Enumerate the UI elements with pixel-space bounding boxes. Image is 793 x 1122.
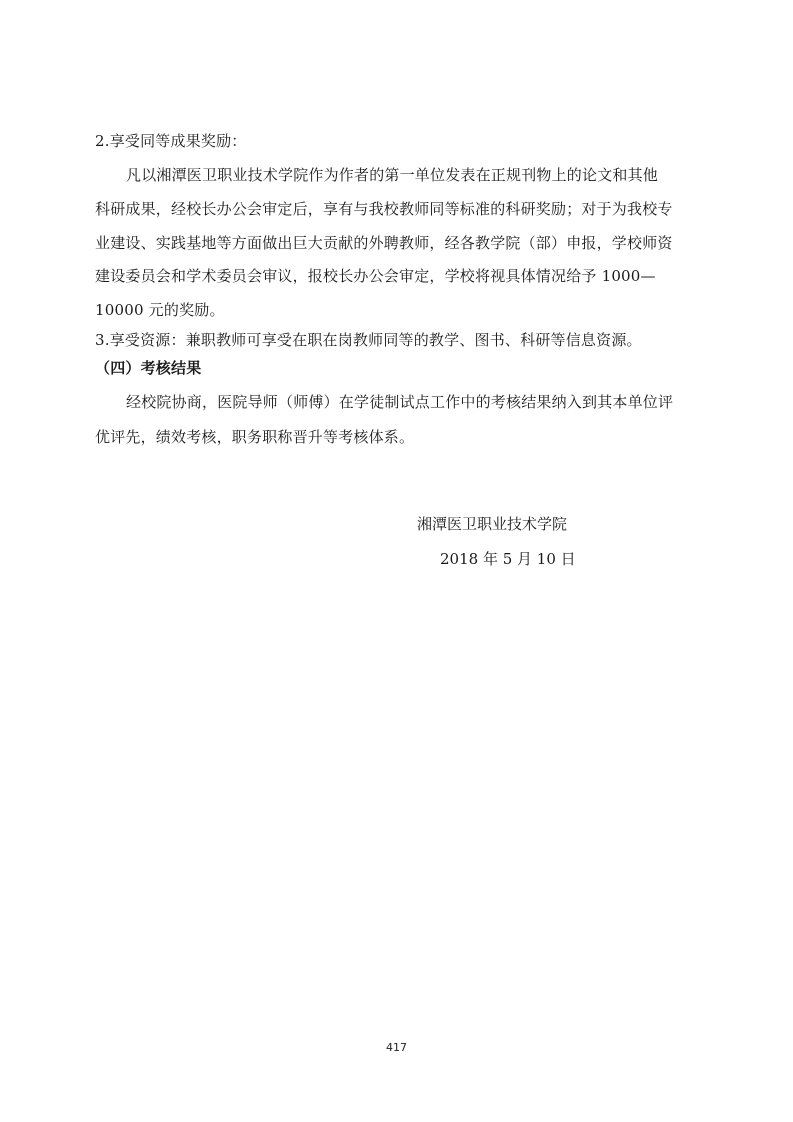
reward-paragraph-line-2: 科研成果，经校长办公会审定后，享有与我校教师同等标准的科研奖励；对于为我校专	[95, 200, 673, 218]
reward-paragraph-line-5: 10000 元的奖励。	[95, 301, 225, 319]
reward-paragraph-line-4: 建设委员会和学术委员会审议，报校长办公会审定，学校将视具体情况给予 1000—	[95, 267, 656, 285]
signature-date: 2018 年 5 月 10 日	[440, 550, 576, 568]
assessment-heading: （四）考核结果	[95, 359, 202, 377]
page-number: 417	[386, 1041, 407, 1054]
reward-heading: 2.享受同等成果奖励：	[95, 132, 247, 150]
assessment-paragraph-line-2: 优评先，绩效考核，职务职称晋升等考核体系。	[95, 428, 415, 446]
assessment-paragraph-line-1: 经校院协商，医院导师（师傅）在学徒制试点工作中的考核结果纳入到其本单位评	[126, 393, 674, 411]
signature-organization: 湘潭医卫职业技术学院	[417, 515, 568, 533]
reward-paragraph-line-1: 凡以湘潭医卫职业技术学院作为作者的第一单位发表在正规刊物上的论文和其他	[126, 166, 659, 184]
resources-item: 3.享受资源：兼职教师可享受在职在岗教师同等的教学、图书、科研等信息资源。	[95, 331, 642, 349]
reward-paragraph-line-3: 业建设、实践基地等方面做出巨大贡献的外聘教师，经各教学院（部）申报，学校师资	[95, 234, 673, 252]
